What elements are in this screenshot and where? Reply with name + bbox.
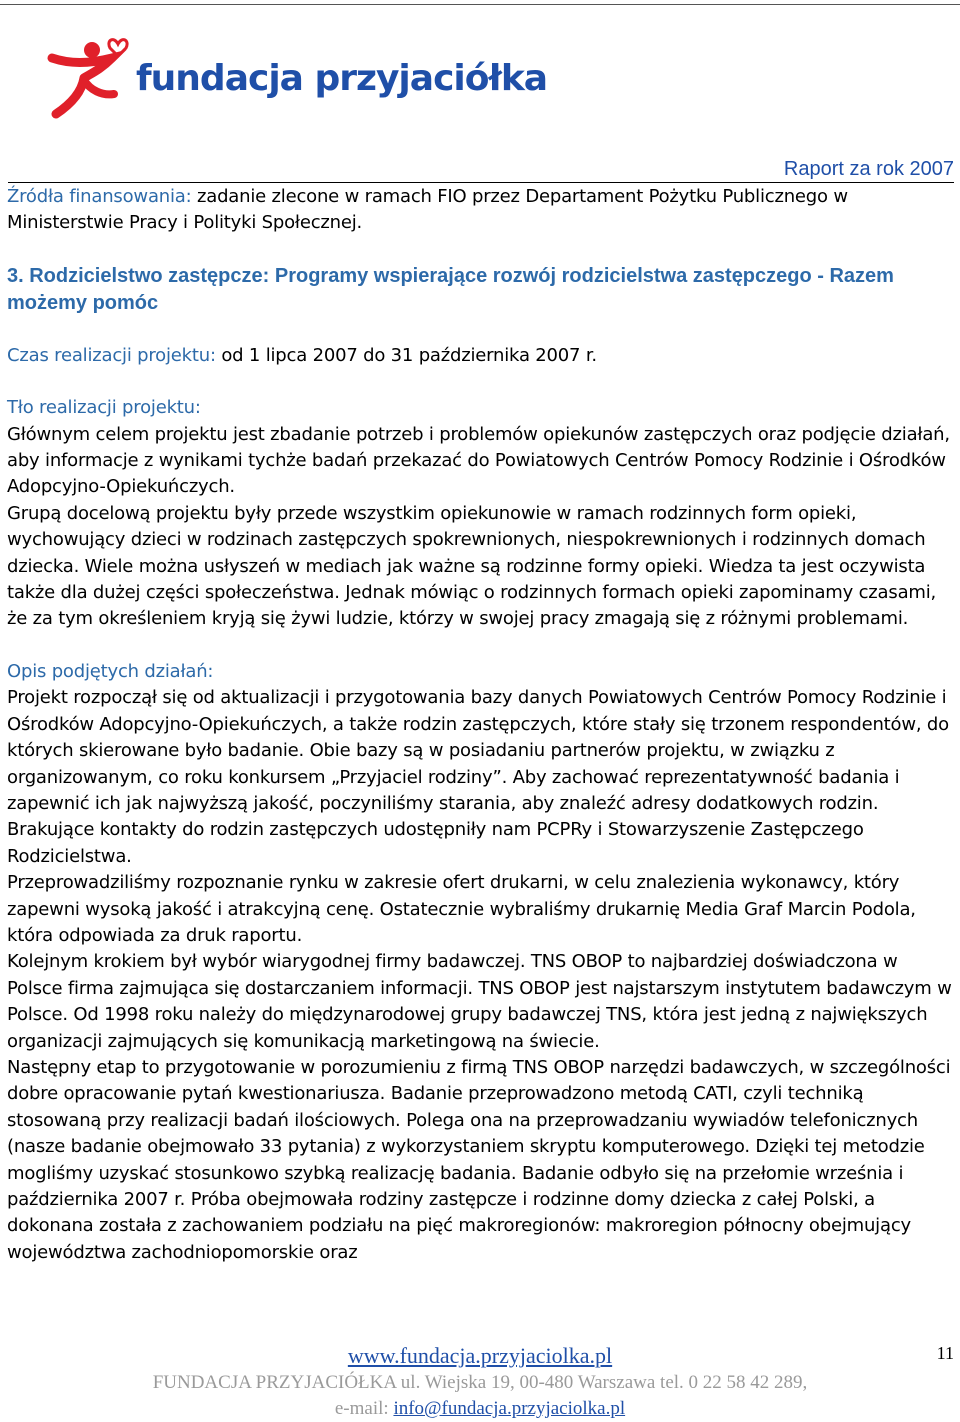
actions-paragraph: Przeprowadziliśmy rozpoznanie rynku w zakresie ofert drukarni, w celu znalezienia wykonawcy, który zapewni wysoką jakość i atrakcyjną cenę. Ostatecznie wybraliśmy drukarnię Media Graf Marcin Podola, która odpowiada za druk raportu. — [7, 872, 916, 946]
period-paragraph — [7, 343, 955, 369]
section-title: 3. Rodzicielstwo zastępcze: Programy wspierające rozwój rodzicielstwa zastępczego - Razem możemy pomóc — [7, 264, 894, 314]
period-label: Czas realizacji projektu: — [7, 344, 216, 366]
background-paragraph: Głównym celem projektu jest zbadanie potrzeb i problemów opiekunów zastępczych oraz podjęcie działań, aby informacje z wynikami tychże badań przekazać do Powiatowych Centrów Pomocy Rodzinie i Ośrodków Adopcyjno-Opiekuńczych. — [7, 423, 950, 498]
foundation-logo — [30, 30, 548, 120]
period-text: od 1 lipca 2007 do 31 października 2007 r. — [215, 344, 597, 366]
footer-email-link[interactable]: info@fundacja.przyjaciolka.pl — [393, 1398, 626, 1419]
actions-paragraph: Projekt rozpoczął się od aktualizacji i przygotowania bazy danych Powiatowych Centrów Pomocy Rodzinie i Ośrodków Adopcyjno-Opiekuńczych, a także rodzin zastępczych, które stały się trzonem respondentów, do których skierowane było badanie. Obie bazy są w posiadaniu partnerów projektu, w związku z organizowanym, co roku konkursem „Przyjaciel rodziny”. Aby zachować reprezentatywność badania i zapewnić ich jak najwyższą jakość, poczyniliśmy starania, aby znaleźć adresy dodatkowych rodzin. Brakujące kontakty do rodzin zastępczych udostępniły nam PCPRy i Stowarzyszenie Zastępczego Rodzicielstwa. — [7, 687, 949, 867]
footer-email-label: e-mail: — [334, 1398, 394, 1419]
funding-label: Źródła finansowania: — [7, 186, 192, 207]
footer-website-link[interactable]: www.fundacja.przyjaciolka.pl — [347, 1343, 613, 1368]
background-paragraph: Grupą docelową projektu były przede wszystkim opiekunowie w ramach rodzinnych form opieki, wychowujący dzieci w rodzinach zastępczych spokrewnionych, niespokrewnionych i rodzinnych domach dziecka. Wiele można usłyszeń w mediach jak ważne są rodzinne formy opieki. Wiedza ta jest oczywista także dla dużej części społeczeństwa. Jednak mówiąc o rodzinnych formach opieki zapominamy czasami, że za tym określeniem kryją się żywi ludzie, którzy w swojej pracy zmagają się z różnymi problemami. — [7, 502, 937, 630]
top-rule — [0, 4, 960, 5]
actions-paragraph: Kolejnym krokiem był wybór wiarygodnej firmy badawczej. TNS OBOP to najbardziej doświadczona w Polsce firma zajmująca się dostarczaniem informacji. TNS OBOP jest najstarszym instytutem badawczym w Polsce. Od 1998 roku należy do międzynarodowej grupy badawczej TNS, która jest jedną z największych organizacji zajmujących się komunikacją marketingową na świecie. — [7, 951, 952, 1052]
report-header — [8, 156, 954, 183]
funding-paragraph — [7, 184, 955, 237]
document-body — [7, 184, 955, 1266]
actions-heading: Opis podjętych działań: — [7, 660, 214, 682]
background-heading: Tło realizacji projektu: — [7, 397, 201, 419]
footer-email-line — [0, 1398, 960, 1420]
logo-text: fundacja przyjaciółka — [136, 58, 548, 99]
report-year-label: Raport za rok 2007 — [783, 158, 954, 180]
page-number: 11 — [936, 1343, 954, 1363]
actions-paragraph: Następny etap to przygotowanie w porozumieniu z firmą TNS OBOP narzędzi badawczych, w szczególności dobre opracowanie pytań kwestionariusza. Badanie przeprowadzono metodą CATI, czyli techniką stosowaną przy realizacji badań ilościowych. Polega ona na przeprowadzaniu wywiadów telefonicznych (nasze badanie obejmowało 33 pytania) z wykorzystaniem skryptu komputerowego. Dzięki tej metodzie mogliśmy uzyskać stosunkowo szybką realizację badania. Badanie odbyło się na przełomie września i października 2007 r. Próba obejmowała rodziny zastępcze i rodzinne domy dziecka z całej Polski, a dokonana została z zachowaniem podziału na pięć makroregionów: makroregion północny obejmujący województwa zachodniopomorskie oraz — [7, 1056, 951, 1263]
heart-figure-icon — [30, 30, 140, 120]
funding-text: zadanie zlecone w ramach FIO przez Departament Pożytku Publicznego w Ministerstwie Pracy i Polityki Społecznej. — [7, 186, 848, 234]
footer-address: FUNDACJA PRZYJACIÓŁKA ul. Wiejska 19, 00-480 Warszawa tel. 0 22 58 42 289, — [152, 1372, 808, 1393]
